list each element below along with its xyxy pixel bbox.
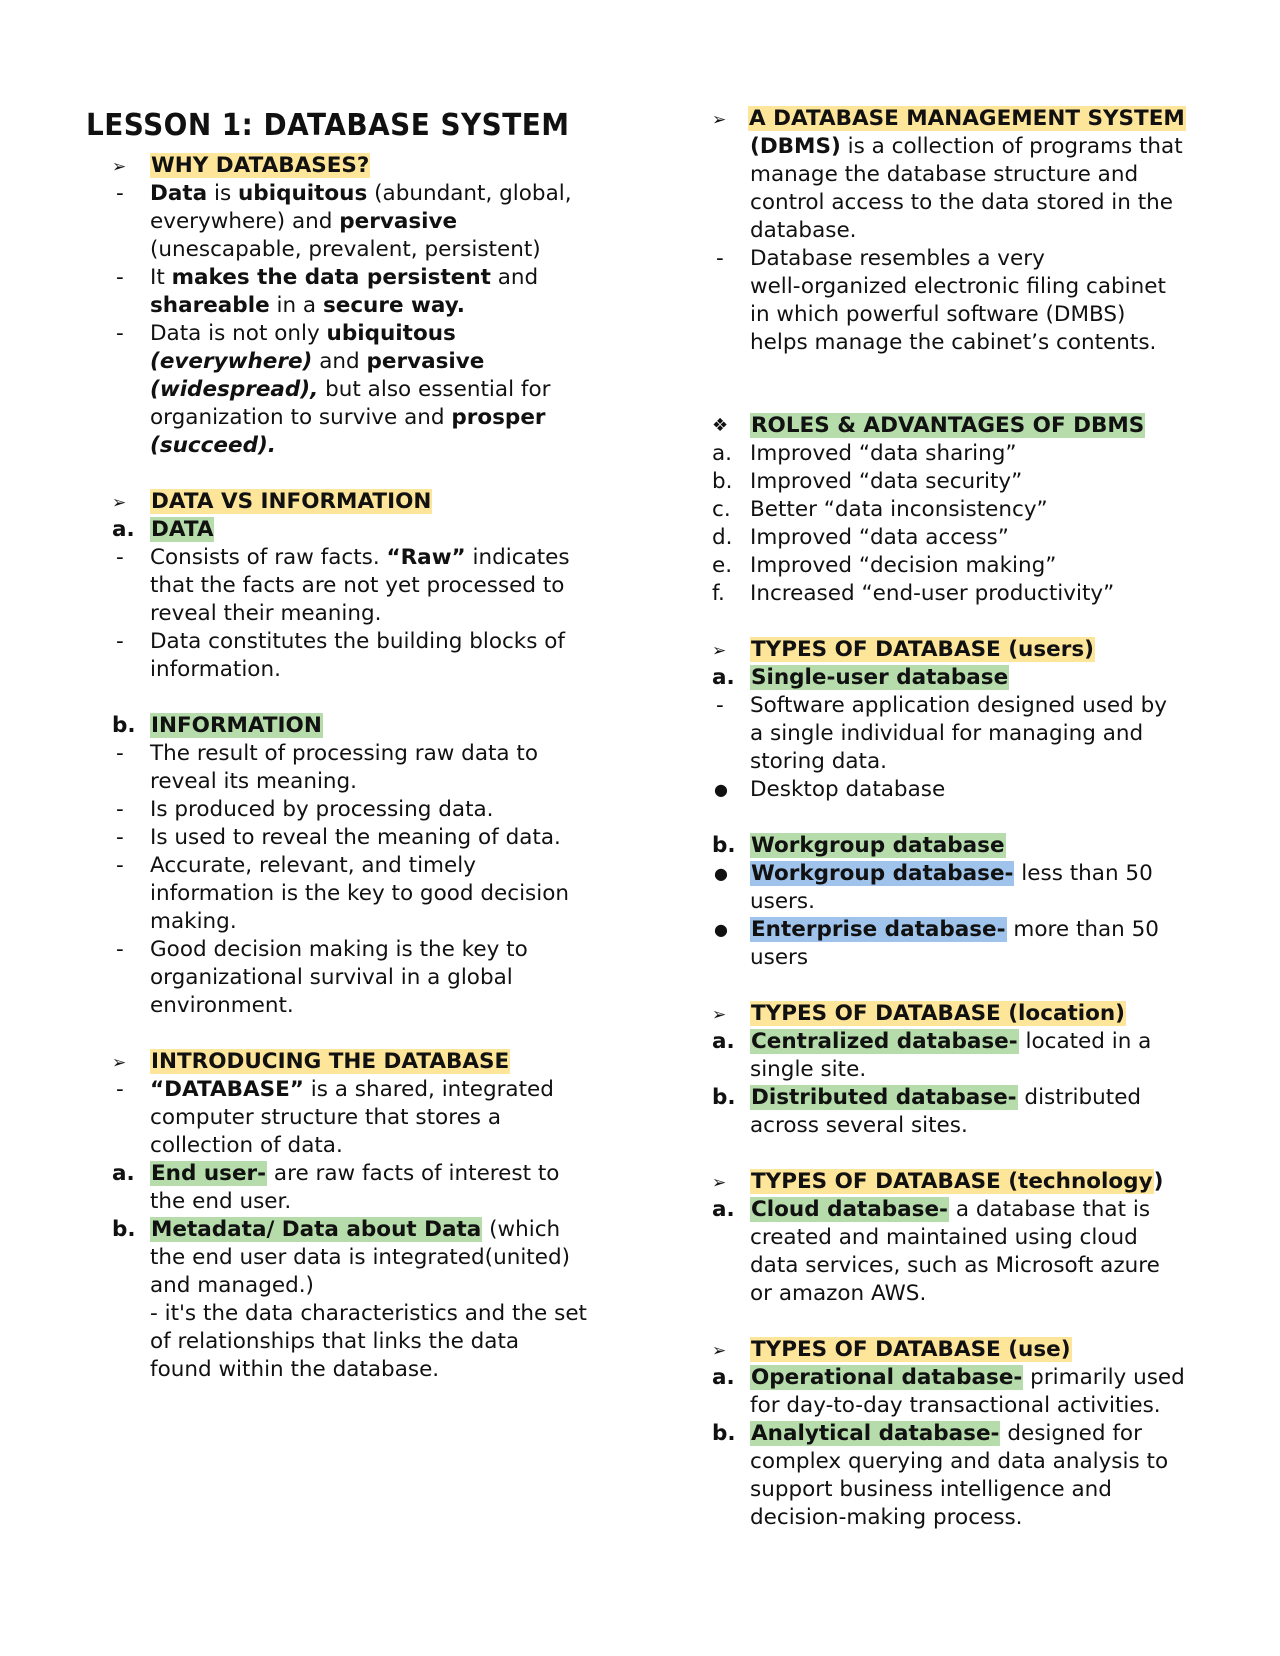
list-item-line: the end user. [150,1189,292,1214]
dash-bullet: - [116,741,124,766]
list-item-line: and managed.) [150,1273,314,1298]
list-item-line: (widespread), but also essential for [150,377,551,402]
dash-bullet: - [716,693,724,718]
dash-bullet: - [116,825,124,850]
list-item-line: database. [750,218,857,243]
list-item-line: created and maintained using cloud [750,1225,1138,1250]
section-heading: INTRODUCING THE DATABASE [151,1049,510,1074]
list-item-line: reveal its meaning. [150,769,358,794]
list-letter: a. [112,1161,135,1186]
arrow-bullet-icon: ➢ [112,1053,127,1073]
list-item-line: Data is not only ubiquitous [150,321,456,346]
list-item-line: complex querying and data analysis to [750,1449,1169,1474]
dash-bullet: - [116,1077,124,1102]
list-letter: a. [712,1365,735,1390]
list-letter: a. [712,441,733,466]
list-item-line: making. [150,909,237,934]
list-letter: d. [712,525,733,550]
subheading: Workgroup database [751,833,1005,858]
list-item-line: The result of processing raw data to [150,741,539,766]
list-item-line: single site. [750,1057,867,1082]
list-item-line: Accurate, relevant, and timely [150,853,476,878]
section-heading: TYPES OF DATABASE (technology [751,1169,1153,1194]
list-item-line: Good decision making is the key to [150,937,528,962]
list-item-line: (everywhere) and pervasive [150,349,485,374]
list-item: Improved “data access” [750,525,1009,550]
list-item-line: (DBMS) is a collection of programs that [750,134,1183,159]
list-item: Better “data inconsistency” [750,497,1048,522]
list-item-line: Is used to reveal the meaning of data. [150,825,561,850]
list-item-line: Operational database- primarily used [751,1365,1185,1390]
list-item-line: organizational survival in a global [150,965,513,990]
list-item-line: Desktop database [750,777,946,802]
dash-bullet: - [116,797,124,822]
list-item-line: across several sites. [750,1113,968,1138]
list-item-line: environment. [150,993,294,1018]
section-heading: TYPES OF DATABASE (location) [751,1001,1126,1026]
list-item-line: Database resembles a very [750,246,1045,271]
list-item-line: (unescapable, prevalent, persistent) [150,237,541,262]
list-item-line: Cloud database- a database that is [751,1197,1151,1222]
arrow-bullet-icon: ➢ [712,1341,727,1361]
section-heading: ROLES & ADVANTAGES OF DBMS [751,413,1145,438]
list-item-line: Data constitutes the building blocks of [150,629,565,654]
list-letter: c. [712,497,731,522]
list-letter: b. [712,1421,736,1446]
list-item-line: manage the database structure and [750,162,1139,187]
list-item-line: reveal their meaning. [150,601,382,626]
dash-bullet: - [116,853,124,878]
subheading: DATA [151,517,214,542]
list-item: Improved “decision making” [750,553,1057,578]
list-item-line: Analytical database- designed for [751,1421,1142,1446]
list-item-line: Consists of raw facts. “Raw” indicates [150,545,570,570]
document-page: LESSON 1: DATABASE SYSTEM ➢ WHY DATABASES? - Data is ubiquitous (abundant, global, everywhere) and pervasive (unescapable, prevalent, persistent) - It makes the data persistent and shareable in a secure way. - Data is not only ubiquitous (everywhere) and pervasive (widespread), but also essential for organization to survive and prosper (succeed). ➢ DATA VS INFORMATION a. DATA - Consists of raw facts. “Raw” indicates that the facts are not yet processed to reveal their meaning. - Data constitutes the building blocks of information. b. INFORMATION - The result of processing raw data to reveal its meaning. - Is produced by processing data. - Is used to reveal the meaning of data. - Accurate, relevant, and timely information is the key to good decision making. - Good decision making is the key to organizational survival in a global environment. ➢ INTRODUCING THE DATABASE - “DATABASE” is a shared, integrated computer structure that stores a collection of data. a. End user- are raw facts of interest to the end user. b. Metadata/ Data about Data (which the end user data is integrated(united) and managed.) - it's the data characteristics and the set of relationships that links the data found within the database. ➢ A DATABASE MANAGEMENT SYSTEM (DBMS) is a collection of programs that manage the database structure and control access to the data stored in the database. - Database resembles a very well-organized electronic filing cabinet in which powerful software (DMBS) helps manage the cabinet’s contents. ❖ ROLES & ADVANTAGES OF DBMS a. Improved “data sharing” b. Improved “data security” c. Better “data inconsistency” d. Improved “data access” e. Improved “decision making” f. Increased “end-user productivity” ➢ TYPES OF DATABASE (users) a. Single-user database - Software application designed used by a single individual for managing and storing data. ● Desktop database b. Workgroup database ● Workgroup database- less than 50 users. ● Enterprise database- more than 50 users ➢ TYPES OF DATABASE (location) a. Centralized database- located in a single site. b. Distributed database- distributed across several sites. ➢ TYPES OF DATABASE (technology) a. Cloud database- a database that is created and maintained using cloud data services, such as Microsoft azure or amazon AWS. ➢ TYPES OF DATABASE (use) a. Operational database- primarily used for day-to-day transactional activities. b. Analytical database- designed for complex querying and data analysis to support business intelligence and decision-making process. [86,106,1185,1530]
list-letter: b. [712,833,736,858]
list-item-line: the end user data is integrated(united) [150,1245,570,1270]
list-item-line: decision-making process. [750,1505,1023,1530]
dot-bullet: ● [714,864,728,883]
section-heading: DATA VS INFORMATION [151,489,432,514]
list-item-line: Enterprise database- more than 50 [751,917,1159,942]
list-item: Improved “data security” [750,469,1023,494]
list-item-line: Workgroup database- less than 50 [751,861,1153,886]
arrow-bullet-icon: ➢ [112,493,127,513]
list-item-line: Centralized database- located in a [751,1029,1152,1054]
list-item-line: of relationships that links the data [150,1329,520,1354]
list-item-line: Is produced by processing data. [150,797,494,822]
list-item-line: control access to the data stored in the [750,190,1174,215]
list-letter: e. [712,553,733,578]
list-item: Improved “data sharing” [750,441,1017,466]
list-item-line: data services, such as Microsoft azure [750,1253,1160,1278]
list-letter: a. [112,517,135,542]
list-item-line: that the facts are not yet processed to [150,573,565,598]
diamond-bullet-icon: ❖ [712,415,729,436]
list-item-line: Software application designed used by [750,693,1167,718]
dash-bullet: - [116,937,124,962]
arrow-bullet-icon: ➢ [712,1173,727,1193]
list-item-line: helps manage the cabinet’s contents. [750,330,1157,355]
list-letter: b. [112,1217,136,1242]
list-item-line: storing data. [750,749,887,774]
dash-bullet: - [116,629,124,654]
list-letter: b. [112,713,136,738]
dash-bullet: - [116,181,124,206]
list-item-line: End user- are raw facts of interest to [151,1161,560,1186]
arrow-bullet-icon: ➢ [712,110,727,130]
list-item-line: found within the database. [150,1357,440,1382]
section-heading: A DATABASE MANAGEMENT SYSTEM [749,106,1185,131]
list-item-line: everywhere) and pervasive [150,209,458,234]
dot-bullet: ● [714,780,728,799]
subheading: Single-user database [751,665,1009,690]
list-letter: b. [712,469,733,494]
dash-bullet: - [116,321,124,346]
dash-bullet: - [116,545,124,570]
list-item-line: collection of data. [150,1133,343,1158]
list-item-line: support business intelligence and [750,1477,1112,1502]
page-title: LESSON 1: DATABASE SYSTEM [86,108,570,143]
list-item-line: well-organized electronic filing cabinet [750,274,1166,299]
list-item-line: users [750,945,809,970]
arrow-bullet-icon: ➢ [712,1005,727,1025]
section-heading: TYPES OF DATABASE (users) [751,637,1094,662]
list-item-line: shareable in a secure way. [150,293,465,318]
list-item-line: a single individual for managing and [750,721,1144,746]
list-letter: f. [712,581,725,606]
list-item-line: users. [750,889,815,914]
arrow-bullet-icon: ➢ [112,157,127,177]
dot-bullet: ● [714,920,728,939]
dash-bullet: - [716,246,724,271]
list-letter: b. [712,1085,736,1110]
dash-bullet: - [116,265,124,290]
list-item-line: It makes the data persistent and [150,265,539,290]
list-item-line: for day-to-day transactional activities. [750,1393,1161,1418]
subheading: INFORMATION [151,713,322,738]
list-item-line: in which powerful software (DMBS) [750,302,1126,327]
list-item: Increased “end-user productivity” [750,581,1115,606]
list-item-line: - it's the data characteristics and the set [150,1301,587,1326]
arrow-bullet-icon: ➢ [712,641,727,661]
list-item-line: Metadata/ Data about Data (which [151,1217,561,1242]
list-item-line: computer structure that stores a [150,1105,502,1130]
list-item-line: (succeed). [150,433,276,458]
list-item-line: “DATABASE” is a shared, integrated [150,1077,554,1102]
list-item-line: Distributed database- distributed [751,1085,1142,1110]
list-letter: a. [712,665,735,690]
section-heading: WHY DATABASES? [151,153,370,178]
list-item-line: information. [150,657,281,682]
list-letter: a. [712,1029,735,1054]
list-item-line: Data is ubiquitous (abundant, global, [150,181,572,206]
section-heading: TYPES OF DATABASE (use) [751,1337,1071,1362]
list-item-line: information is the key to good decision [150,881,569,906]
list-item-line: or amazon AWS. [750,1281,927,1306]
list-letter: a. [712,1197,735,1222]
list-item-line: organization to survive and prosper [150,405,546,430]
